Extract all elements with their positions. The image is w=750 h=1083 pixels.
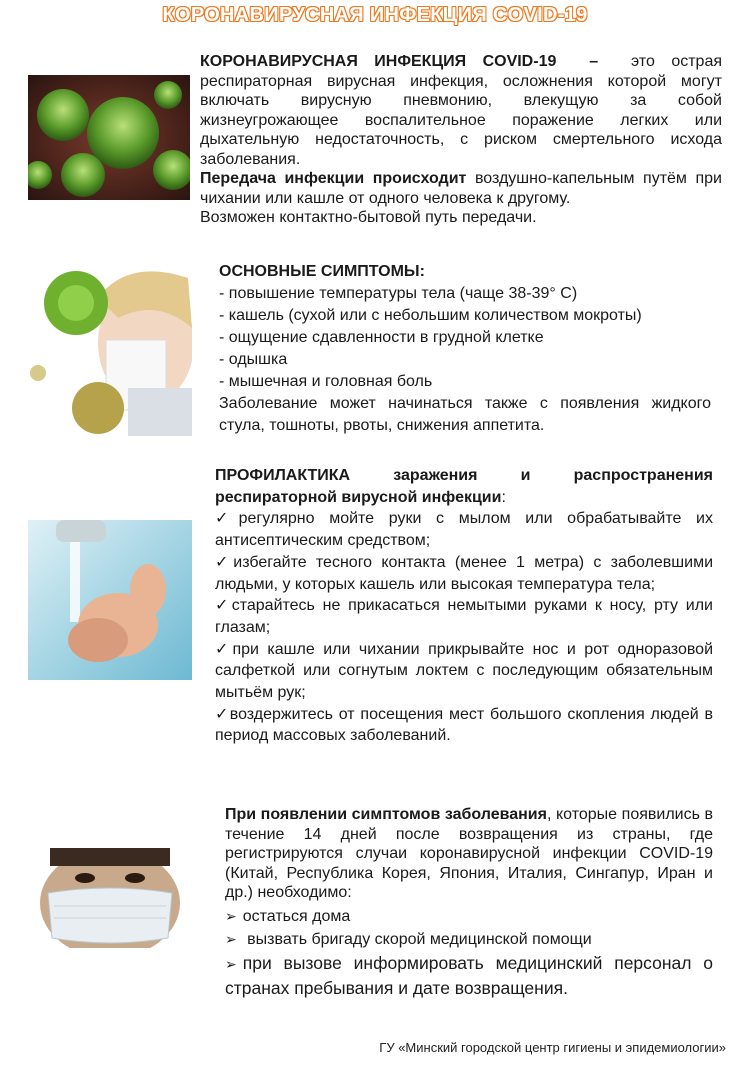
arrow-icon: ➢ — [225, 955, 237, 972]
face-mask-image — [30, 848, 190, 948]
section-symptoms-action — [225, 805, 713, 1000]
symptoms-note: Заболевание может начинаться также с появления жидкого стула, тошноты, рвоты, снижения аппетита. — [219, 394, 711, 434]
intro-heading: КОРОНАВИРУСНАЯ ИНФЕКЦИЯ COVID-19 — [200, 53, 557, 70]
action-item: ➢ при вызове информировать медицинский персонал о странах пребывания и дате возвращения. — [225, 952, 713, 998]
check-icon: ✓ — [215, 510, 239, 528]
check-icon: ✓ — [215, 553, 234, 571]
action-item: ➢ остаться дома — [225, 907, 351, 925]
symptoms-heading: ОСНОВНЫЕ СИМПТОМЫ: — [219, 263, 425, 280]
sneezing-image — [28, 258, 192, 436]
prevention-colon: : — [501, 488, 506, 506]
handwashing-image — [28, 520, 192, 680]
page-title: КОРОНАВИРУСНАЯ ИНФЕКЦИЯ COVID-19 — [162, 4, 588, 26]
arrow-icon: ➢ — [225, 907, 237, 924]
symptom-item: - мышечная и головная боль — [219, 372, 433, 390]
prevention-item: ✓регулярно мойте руки с мылом или обрабатывайте их антисептическим средством; — [215, 510, 713, 550]
symptom-item: - ощущение сдавленности в грудной клетке — [219, 328, 544, 346]
symptom-item: - одышка — [219, 350, 288, 368]
check-icon: ✓ — [215, 597, 232, 615]
symptom-item: - кашель (сухой или с небольшим количеством мокроты) — [219, 306, 642, 324]
action-item: ➢ вызвать бригаду скорой медицинской помощи — [225, 930, 592, 948]
check-icon: ✓ — [215, 705, 230, 723]
footer-org: ГУ «Минский городской центр гигиены и эпидемиологии» — [379, 1040, 726, 1055]
virus-image — [28, 75, 190, 200]
intro-dash: – — [589, 53, 599, 70]
arrow-icon: ➢ — [225, 930, 237, 947]
action-heading: При появлении симптомов заболевания — [225, 806, 547, 823]
action-text: , которые появились в течение 14 дней после возвращения из страны, где регистрируются случаи коронавирусной инфекции COVID-19 (Китай, Республика Корея, Япония, Италия, Сингапур, Иран и др.) необходимо: — [225, 806, 714, 901]
prevention-item: ✓избегайте тесного контакта (менее 1 метра) с заболевшими людьми, у которых кашель или высокая температура тела; — [215, 553, 714, 593]
section-prevention — [215, 465, 713, 747]
symptom-item: - повышение температуры тела (чаще 38-39° С) — [219, 284, 578, 302]
prevention-item: ✓воздержитесь от посещения мест большого скопления людей в период массовых заболеваний. — [215, 705, 714, 745]
prevention-heading: ПРОФИЛАКТИКА заражения и распространения респираторной вирусной инфекции — [215, 467, 713, 506]
intro-text: это острая респираторная вирусная инфекция, осложнения которой могут включать вирусную пневмонию, влекущую за собой жизнеугрожающее воспалительное поражение легких или дыхательную недостаточность, с риском смертельного исхода заболевания. — [200, 53, 723, 168]
section-intro — [200, 52, 722, 228]
section-symptoms — [219, 262, 711, 437]
transmission-text: воздушно-капельным путём при чихании или кашле от одного человека к другому. — [200, 170, 722, 207]
transmission-heading: Передача инфекции происходит — [200, 170, 467, 187]
action-list — [225, 905, 713, 1000]
contact-transmission: Возможен контактно-бытовой путь передачи. — [200, 209, 537, 226]
prevention-item: ✓при кашле или чихании прикрывайте нос и рот одноразовой салфеткой или согнутым локтем с последующим обязательным мытьём рук; — [215, 640, 714, 702]
check-icon: ✓ — [215, 640, 233, 658]
prevention-item: ✓старайтесь не прикасаться немытыми руками к носу, рту или глазам; — [215, 597, 713, 636]
